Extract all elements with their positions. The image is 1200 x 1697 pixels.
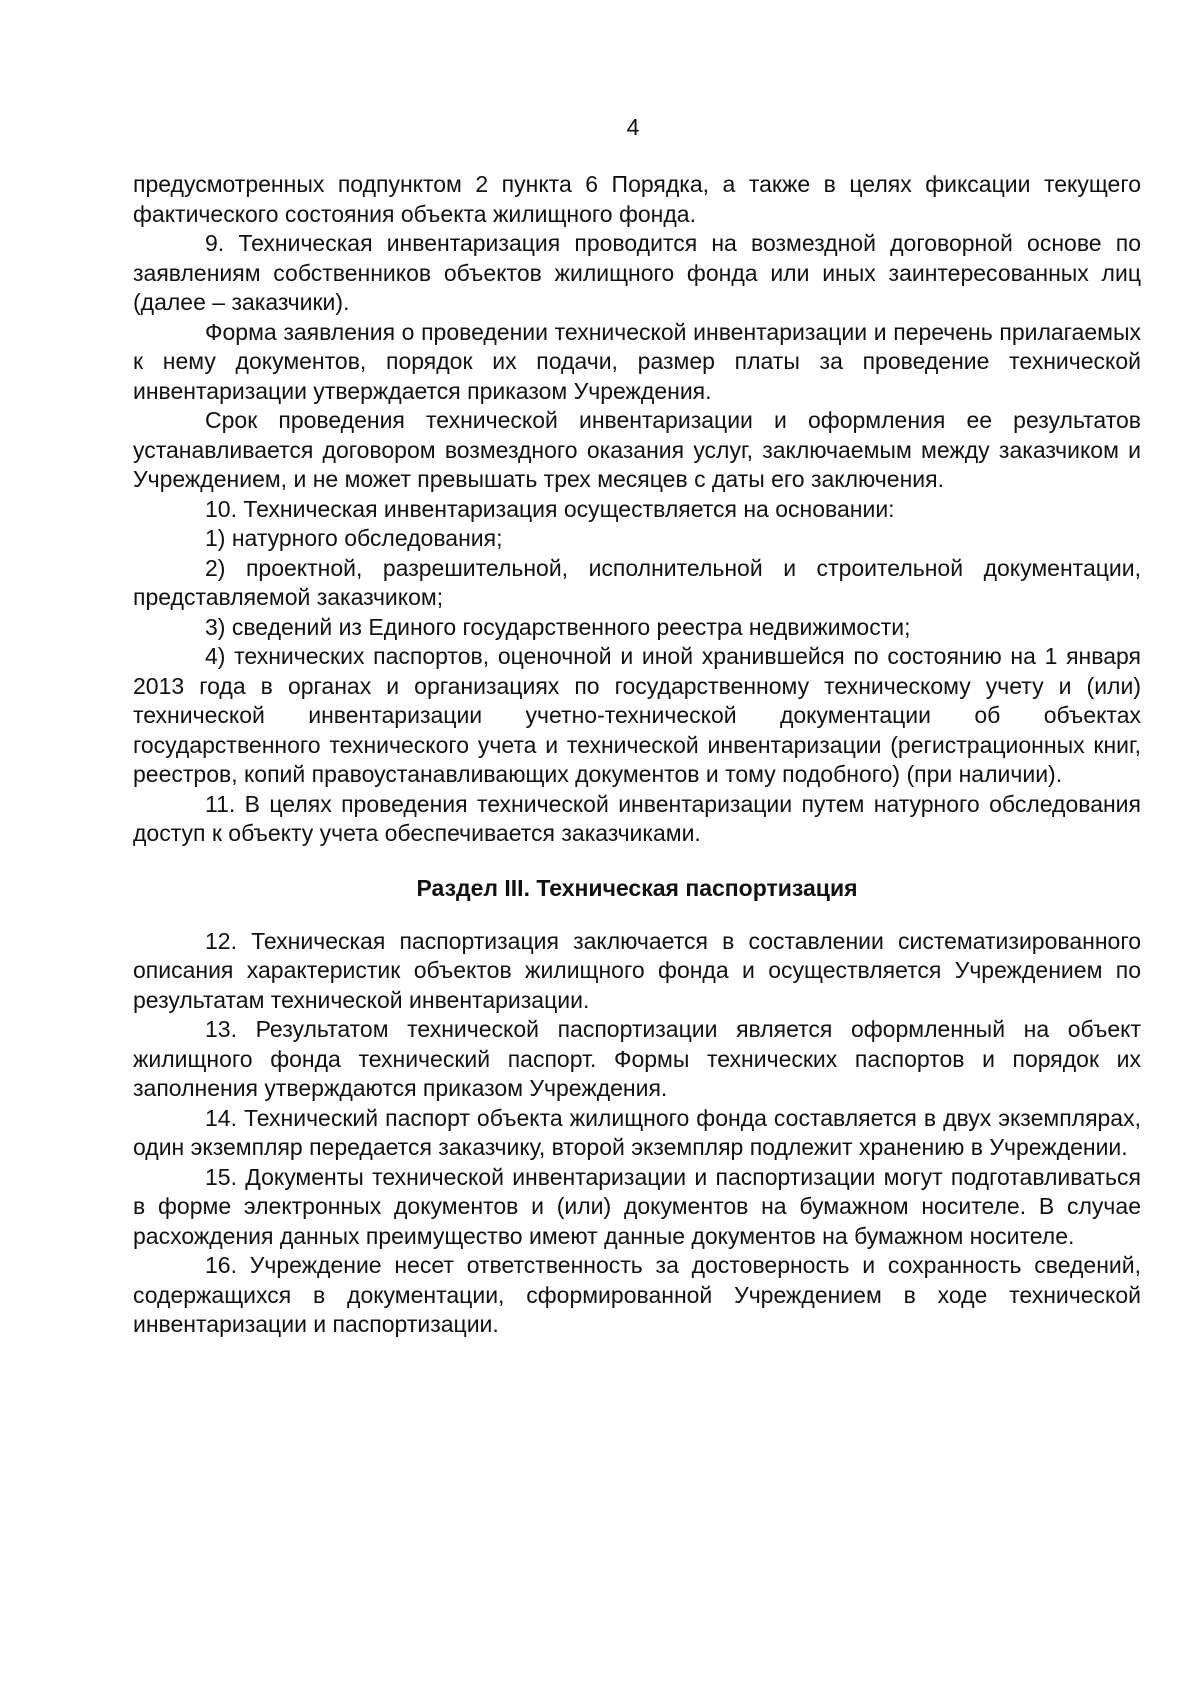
paragraph-item-16: 16. Учреждение несет ответственность за достоверность и сохранность сведений, содержащихся в документации, сформированной Учреждением в ходе технической инвентаризации и паспортизации. [133, 1252, 1141, 1337]
section-title: Раздел III. Техническая паспортизация [416, 874, 858, 901]
paragraph-subitem-3: 3) сведений из Единого государственного реестра недвижимости; [205, 613, 911, 640]
paragraph-application-form: Форма заявления о проведении технической инвентаризации и перечень прилагаемых к нему документов, порядок их подачи, размер платы за проведение технической инвентаризации утверждается приказом Учреждения. [133, 318, 1141, 404]
paragraph-item-10: 10. Техническая инвентаризация осуществляется на основании: [205, 495, 895, 522]
paragraph-subitem-4: 4) технических паспортов, оценочной и иной хранившейся по состоянию на 1 января 2013 года в органах и организациях по государственному техническому учету и (или) технической инвентаризации учетно-технической документации об объектах государственного технического учета и технической инвентаризации (регистрационных книг, реестров, копий правоустанавливающих документов и тому подобного) (при наличии). [133, 643, 1141, 787]
document-body [133, 170, 1141, 1340]
paragraph-subitem-2: 2) проектной, разрешительной, исполнительной и строительной документации, представляемой заказчиком; [133, 554, 1141, 610]
paragraph-subitem-1: 1) натурного обследования; [205, 525, 503, 551]
paragraph-item-11: 11. В целях проведения технической инвентаризации путем натурного обследования доступ к объекту учета обеспечивается заказчиками. [133, 790, 1141, 846]
paragraph-item-9: 9. Техническая инвентаризация проводится на возмездной договорной основе по заявлениям собственников объектов жилищного фонда или иных заинтересованных лиц (далее – заказчики). [133, 230, 1141, 315]
paragraph-item-14: 14. Технический паспорт объекта жилищного фонда составляется в двух экземплярах, один экземпляр передается заказчику, второй экземпляр подлежит хранению в Учреждении. [133, 1104, 1141, 1160]
paragraph-item-12: 12. Техническая паспортизация заключается в составлении систематизированного описания характеристик объектов жилищного фонда и осуществляется Учреждением по результатам технической инвентаризации. [133, 927, 1141, 1013]
paragraph-item-15: 15. Документы технической инвентаризации и паспортизации могут подготавливаться в форме электронных документов и (или) документов на бумажном носителе. В случае расхождения данных преимущество имеют данные документов на бумажном носителе. [133, 1163, 1141, 1249]
paragraph-continuation: предусмотренных подпунктом 2 пункта 6 Порядка, а также в целях фиксации текущего фактического состояния объекта жилищного фонда. [133, 171, 1141, 227]
paragraph-term: Срок проведения технической инвентаризации и оформления ее результатов устанавливается договором возмездного оказания услуг, заключаемым между заказчиком и Учреждением, и не может превышать трех месяцев с даты его заключения. [133, 407, 1141, 492]
paragraph-item-13: 13. Результатом технической паспортизации является оформленный на объект жилищного фонда технический паспорт. Формы технических паспортов и порядок их заполнения утверждаются приказом Учреждения. [133, 1016, 1141, 1101]
page-number: 4 [626, 114, 640, 140]
